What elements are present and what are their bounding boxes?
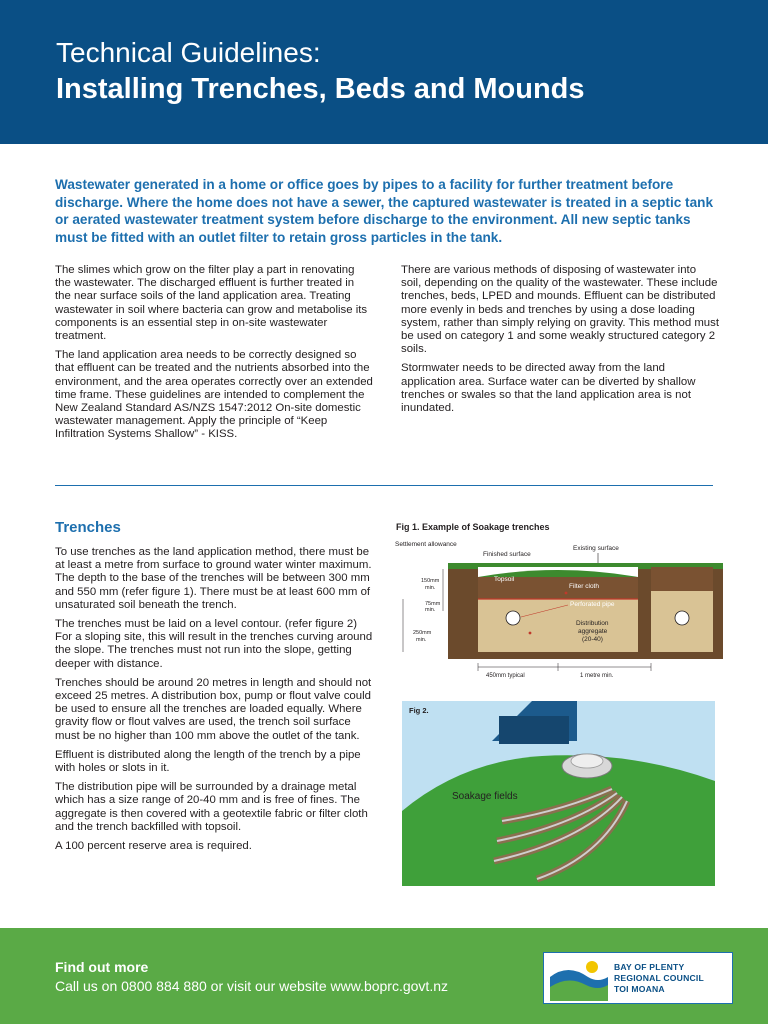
existing-surface-label: Existing surface bbox=[573, 545, 619, 552]
dim-150-label-b: min. bbox=[425, 585, 436, 591]
right-paragraph: Stormwater needs to be directed away from the land application area. Surface water can be diverted by shallow trenches or swales so that the land application area is not inundated. bbox=[401, 362, 696, 415]
perforated-pipe-1 bbox=[506, 611, 520, 625]
right-paragraph: There are various methods of disposing of wastewater into soil, depending on the quality of the wastewater. These include trenches, beds, LPED and mounds. Effluent can be distributed more evenly in beds and trenches by using a dose loading system, rather than simply relying on gravity. This method must be used on category 1 and some weakly structured category 2 soils. bbox=[401, 264, 720, 356]
page-title-line1: Technical Guidelines: bbox=[56, 37, 321, 68]
trenches-paragraph: A 100 percent reserve area is required. bbox=[55, 840, 252, 853]
typical-label: 450mm typical bbox=[486, 673, 525, 679]
trenches-heading: Trenches bbox=[55, 519, 121, 536]
perforated-pipe-2 bbox=[675, 611, 689, 625]
finished-surface-label: Finished surface bbox=[483, 551, 531, 558]
dim-250-label-a: 250mm bbox=[413, 630, 432, 636]
dim-150-label-a: 150mm bbox=[421, 578, 440, 584]
metre-label: 1 metre min. bbox=[580, 673, 614, 679]
trenches-body bbox=[55, 546, 373, 859]
logo-line1: BAY OF PLENTY bbox=[614, 962, 685, 972]
soakage-fields-label: Soakage fields bbox=[452, 791, 518, 802]
page-header bbox=[0, 0, 768, 144]
marker-dot bbox=[565, 592, 568, 595]
soakage-fields-illustration bbox=[402, 701, 715, 886]
logo-line3: TOI MOANA bbox=[614, 984, 665, 994]
trench2-topsoil bbox=[651, 567, 713, 591]
distribution-label-2: aggregate bbox=[578, 628, 608, 635]
dim-75-label-b: min. bbox=[425, 607, 436, 613]
page-footer bbox=[0, 928, 768, 1024]
tank-lid bbox=[571, 754, 603, 768]
trenches-paragraph: Effluent is distributed along the length of the trench by a pipe with holes or slots in it. bbox=[55, 748, 361, 775]
filter-cloth-label: Filter cloth bbox=[569, 583, 599, 590]
trenches-paragraph: The trenches must be laid on a level contour. (refer figure 2) For a sloping site, this will result in the trenches curving around the slope. The trenches must not run into the slope, getting deeper with distance. bbox=[55, 618, 373, 670]
logo-line2: REGIONAL COUNCIL bbox=[614, 973, 704, 983]
trenches-paragraph: To use trenches as the land application method, there must be at least a metre from surface to ground water winter maximum. The depth to the base of the trenches will be between 300 mm and 550 mm (refer figure 1). There must be at least 600 mm of unsaturated soil beneath the trench. bbox=[55, 546, 372, 611]
council-logo bbox=[543, 952, 733, 1004]
left-paragraph: The land application area needs to be correctly designed so that effluent can be treated and the nutrients absorbed into the environment, and the area operates correctly over an extended time frame. These guidelines are intended to complement the New Zealand Standard AS/NZS 1547:2012 On-site domestic wastewater management. Apply the principle of “Keep Infiltration Systems Shallow” - KISS. bbox=[55, 349, 373, 441]
dim-250-label-b: min. bbox=[416, 637, 427, 643]
marker-dot bbox=[529, 632, 532, 635]
dim-75-label-a: 75mm bbox=[425, 601, 441, 607]
trenches-paragraph: The distribution pipe will be surrounded by a drainage metal which has a size range of 20-40 mm and is free of fines. The aggregate is then covered with a geotextile fabric or filter cloth and the trench backfilled with topsoil. bbox=[55, 781, 368, 833]
distribution-label-1: Distribution bbox=[576, 620, 609, 627]
topsoil-label: Topsoil bbox=[494, 576, 515, 583]
right-column bbox=[401, 264, 719, 421]
section-divider bbox=[55, 485, 713, 486]
page-title-line2: Installing Trenches, Beds and Mounds bbox=[56, 73, 585, 105]
council-logo-icon bbox=[548, 955, 610, 1001]
fig2-title: Fig 2. bbox=[409, 706, 429, 715]
contact-line[interactable]: Call us on 0800 884 880 or visit our website www.boprc.govt.nz bbox=[55, 978, 448, 994]
trenches-paragraph: Trenches should be around 20 metres in length and should not exceed 25 metres. A distribution box, pump or flout valve could be used to ensure all the trenches are loaded equally. Where gravity flow or flout valves are used, the trench soil surface must be no higher than 100 mm above the outlet of the tank. bbox=[55, 676, 372, 742]
house-wall bbox=[499, 716, 569, 744]
soakage-trench-diagram bbox=[393, 533, 723, 683]
fig1-title: Fig 1. Example of Soakage trenches bbox=[396, 522, 550, 532]
left-paragraph: The slimes which grow on the filter play a part in renovating the wastewater. The discharged effluent is further treated in the near surface soils of the land application area. Treating wastewater in soil where bacteria can grow and metabolise its components is an essential step in on-site wastewater treatment. bbox=[55, 264, 368, 343]
sun-icon bbox=[586, 961, 598, 973]
find-out-more: Find out more bbox=[55, 959, 149, 975]
left-column bbox=[55, 264, 373, 448]
perforated-pipe-label: Perforated pipe bbox=[570, 601, 615, 608]
distribution-label-3: (20-40) bbox=[582, 636, 603, 643]
intro-paragraph: Wastewater generated in a home or office goes by pipes to a facility for further treatment before discharge. Where the home does not have a sewer, the captured wastewater is treated in a septic tank or aerated wastewater treatment system before discharge to the environment. All new septic tanks must be fitted with an outlet filter to retain gross particles in the tank. bbox=[55, 177, 714, 245]
settlement-label: Settlement allowance bbox=[395, 541, 457, 548]
